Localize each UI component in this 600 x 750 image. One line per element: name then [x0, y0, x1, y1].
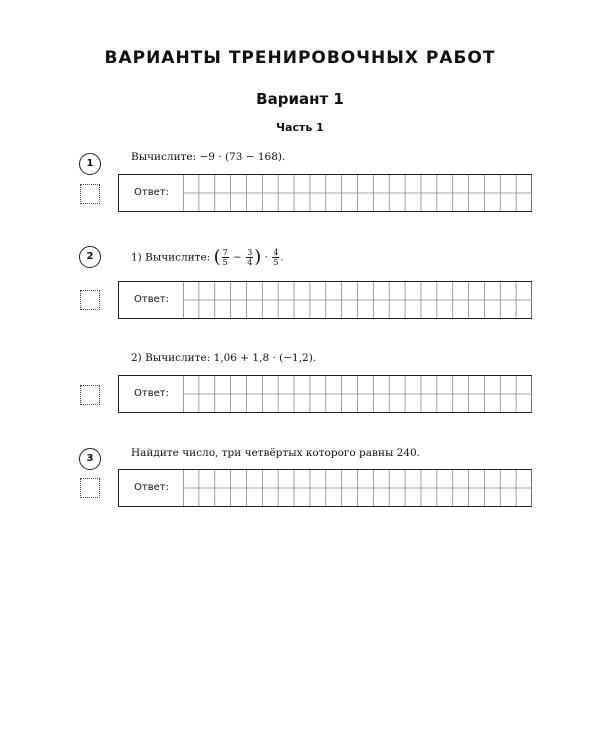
variant-title: Вариант 1: [256, 90, 344, 108]
score-box-1[interactable]: [80, 184, 100, 204]
answer-label: Ответ:: [134, 187, 169, 198]
answer-grid[interactable]: [183, 470, 532, 506]
answer-grid[interactable]: [183, 175, 532, 211]
paren-right: ): [254, 246, 262, 268]
answer-label: Ответ:: [134, 482, 169, 493]
fraction-7-5: [222, 248, 229, 267]
page-header: ВАРИАНТЫ ТРЕНИРОВОЧНЫХ РАБОТ: [104, 48, 496, 68]
multiply-sign: ·: [261, 251, 272, 264]
fraction-numerator: 3: [247, 248, 253, 257]
answer-box-2-2[interactable]: [118, 375, 532, 413]
task-1-text: Вычислите: −9 · (73 − 168).: [131, 151, 286, 163]
score-box-3[interactable]: [80, 478, 100, 498]
fraction-3-4: [246, 248, 253, 267]
task-3-text: Найдите число, три четвёртых которого равны 240.: [131, 447, 421, 459]
answer-box-3[interactable]: [118, 469, 532, 507]
task-2-1-text: [131, 248, 284, 267]
task-number-2: 2: [79, 246, 101, 268]
score-box-2-1[interactable]: [80, 290, 100, 310]
answer-label: Ответ:: [134, 294, 169, 305]
task-2-1-prefix: 1) Вычислите:: [131, 251, 214, 264]
fraction-denominator: 5: [222, 258, 228, 267]
fraction-denominator: 5: [273, 258, 279, 267]
fraction-denominator: 4: [247, 258, 253, 267]
task-2-2-text: 2) Вычислите: 1,06 + 1,8 · (−1,2).: [131, 352, 317, 364]
answer-label: Ответ:: [134, 388, 169, 399]
fraction-numerator: 4: [273, 248, 279, 257]
part-title: Часть 1: [276, 121, 324, 134]
fraction-numerator: 7: [222, 248, 228, 257]
minus-sign: −: [229, 251, 246, 264]
period: .: [280, 251, 284, 264]
answer-box-2-1[interactable]: [118, 281, 532, 319]
score-box-2-2[interactable]: [80, 385, 100, 405]
paren-left: (: [213, 246, 221, 268]
fraction-4-5: [272, 248, 279, 267]
answer-grid[interactable]: [183, 376, 532, 412]
task-number-3: 3: [79, 448, 101, 470]
answer-grid[interactable]: [183, 282, 532, 318]
answer-box-1[interactable]: [118, 174, 532, 212]
task-number-1: 1: [79, 153, 101, 175]
